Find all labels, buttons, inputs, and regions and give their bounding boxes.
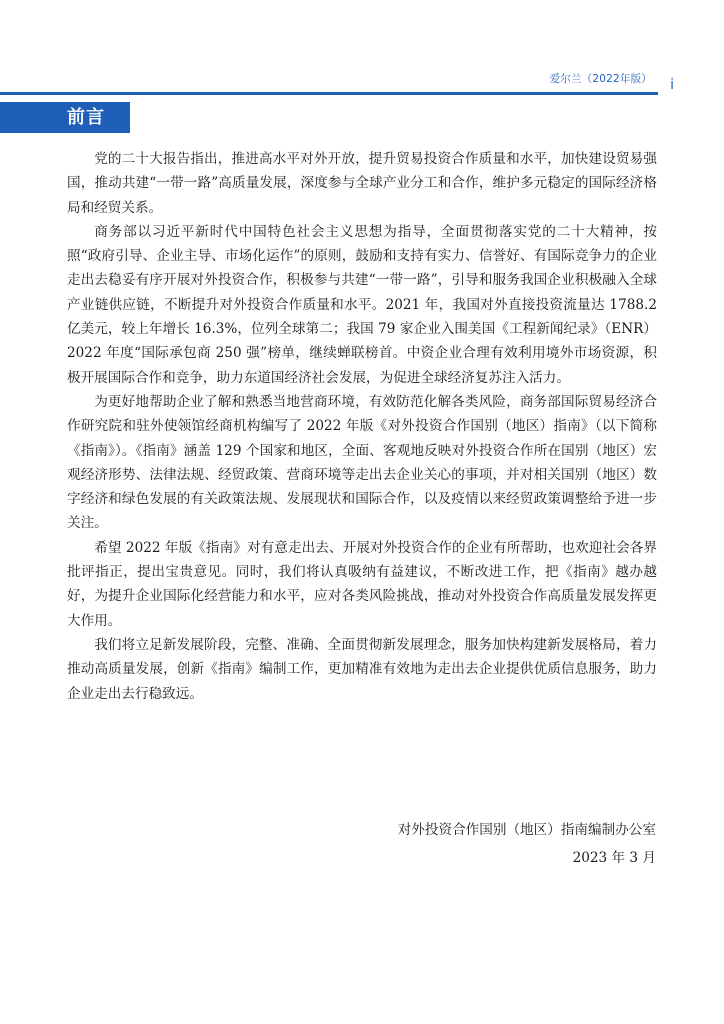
paragraph: 我们将立足新发展阶段，完整、准确、全面贯彻新发展理念，服务加快构建新发展格局，着力推动高质量发展，创新《指南》编制工作，更加精准有效地为走出去企业提供优质信息服务，助力企业走出去行稳致远。 xyxy=(67,636,657,702)
running-header-title: 爱尔兰（2022年版） xyxy=(549,73,652,85)
paragraph: 为更好地帮助企业了解和熟悉当地营商环境，有效防范化解各类风险，商务部国际贸易经济合作研究院和驻外使领馆经商机构编写了 2022 年版《对外投资合作国别（地区）指南》（以下简称《指南》）。《指南》涵盖 129 个国家和地区，全面、客观地反映对外投资合作所在国别（地区）宏观经济形势、法律法规、经贸政策、营商环境等走出去企业关心的事项，并对相关国别（地区）数字经济和绿色发展的有关政策法规、发展现状和国际合作，以及疫情以来经贸政策调整给予进一步关注。 xyxy=(67,393,657,532)
paragraph: 希望 2022 年版《指南》对有意走出去、开展对外投资合作的企业有所帮助，也欢迎社会各界批评指正，提出宝贵意见。同时，我们将认真吸纳有益建议，不断改进工作，把《指南》越办越好，为提升企业国际化经营能力和水平，应对各类风险挑战，推动对外投资合作高质量发展发挥更大作用。 xyxy=(67,539,657,629)
signature-block xyxy=(398,818,656,874)
body-text xyxy=(67,147,657,706)
paragraph: 党的二十大报告指出，推进高水平对外开放，提升贸易投资合作质量和水平，加快建设贸易强国，推动共建“一带一路”高质量发展，深度参与全球产业分工和合作，维护多元稳定的国际经济格局和经贸关系。 xyxy=(67,151,657,216)
header-rule xyxy=(0,92,658,95)
signature-organization: 对外投资合作国别（地区）指南编制办公室 xyxy=(397,822,656,838)
page-number: i xyxy=(670,77,674,93)
signature-date: 2023 年 3 月 xyxy=(572,850,656,866)
paragraph: 商务部以习近平新时代中国特色社会主义思想为指导，全面贯彻落实党的二十大精神，按照“政府引导、企业主导、市场化运作”的原则，鼓励和支持有实力、信誉好、有国际竞争力的企业走出去稳妥有序开展对外投资合作，积极参与共建“一带一路”，引导和服务我国企业积极融入全球产业链供应链，不断提升对外投资合作质量和水平。2021 年，我国对外直接投资流量达 1788.2 亿美元，较上年增长 16.3%，位列全球第二；我国 79 家企业入围美国《工程新闻纪录》（ENR）2022 年度“国际承包商 250 强”榜单，继续蝉联榜首。中资企业合理有效利用境外市场资源，积极开展国际合作和竞争，助力东道国经济社会发展，为促进全球经济复苏注入活力。 xyxy=(67,223,657,386)
section-title: 前言 xyxy=(0,102,130,133)
